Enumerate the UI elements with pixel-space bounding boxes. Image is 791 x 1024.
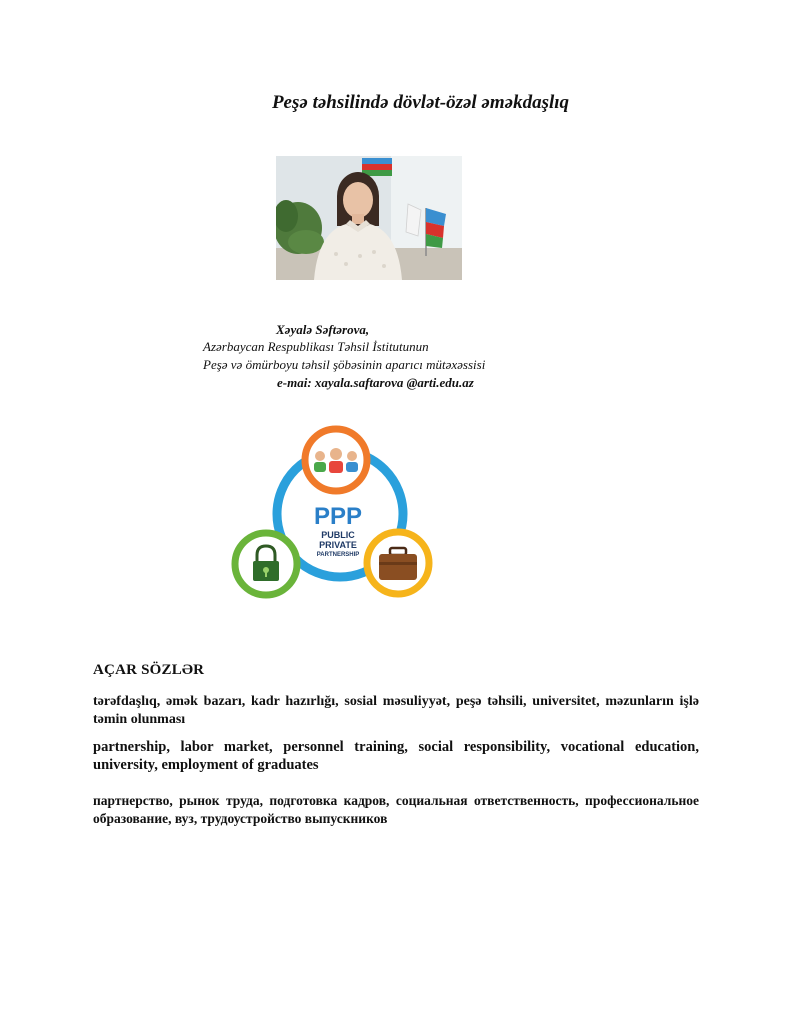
ppp-public-label: PUBLIC	[321, 530, 355, 540]
paper-title: Peşə təhsilində dövlət-özəl əməkdaşlıq	[271, 92, 570, 113]
ppp-diagram-graphic	[226, 424, 438, 602]
author-position-line: Peşə və ömürboyu təhsil şöbəsinin aparıcı mütəxəssisi	[203, 357, 486, 372]
keywords-azerbaijani: tərəfdaşlıq, əmək bazarı, kadr hazırlığı, sosial məsuliyyət, peşə təhsili, universitet, məzunların işlə təmin olunması	[93, 694, 699, 727]
author-affiliation-line: Azərbaycan Respublikası Təhsil İstitutunun	[203, 339, 429, 354]
keywords-english: partnership, labor market, personnel training, social responsibility, vocational education, university, employment of graduates	[93, 739, 699, 773]
author-photo	[276, 156, 462, 280]
ppp-label: PPP	[313, 503, 363, 530]
keywords-russian: партнерство, рынок труда, подготовка кадров, социальная ответственность, профессиональное образование, вуз, трудоустройство выпускников	[93, 793, 699, 826]
keywords-section	[93, 662, 699, 837]
author-name: Xəyalə Səftərova,	[276, 322, 370, 337]
ppp-partnership-label: PARTNERSHIP	[316, 552, 360, 558]
author-photo-illustration	[276, 156, 462, 280]
ppp-private-label: PRIVATE	[319, 540, 357, 550]
keywords-heading: AÇAR SÖZLƏR	[93, 662, 205, 678]
ppp-diagram	[226, 424, 438, 602]
author-email: e-mai: xayala.saftarova @arti.edu.az	[277, 375, 474, 390]
